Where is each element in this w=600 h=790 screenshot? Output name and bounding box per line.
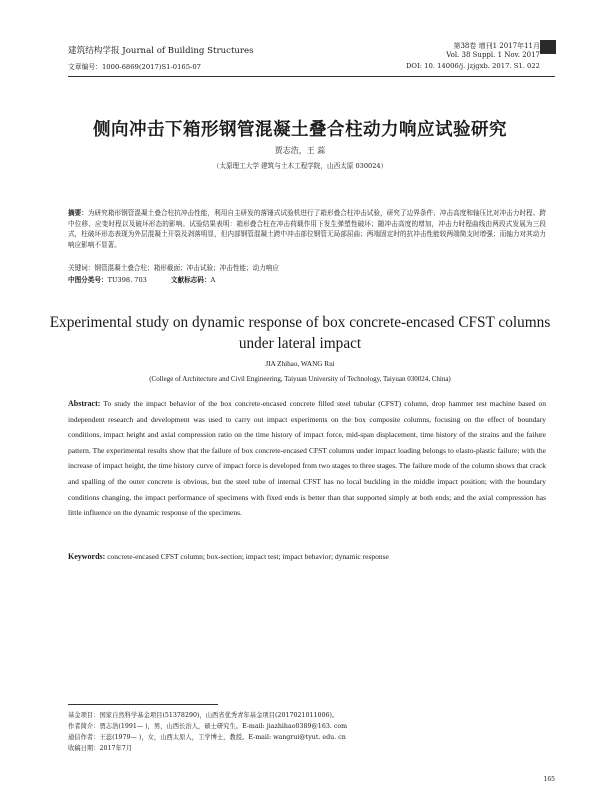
article-number: 文章编号：1000-6869(2017)S1-0165-07 (68, 63, 201, 71)
clc-value: TU398. 703 (107, 276, 147, 284)
chinese-abstract-label: 摘要： (68, 209, 88, 217)
page-number: 165 (543, 776, 555, 783)
english-abstract-label: Abstract: (68, 399, 101, 408)
volume-info-cn: 第38卷 增刊1 2017年11月 (453, 42, 540, 50)
english-title: Experimental study on dynamic response of box concrete-encased CFST columns under lateral impact (49, 314, 551, 352)
footnote-received: 收稿日期：2017年7月 (68, 745, 133, 752)
chinese-abstract-text: 为研究箱形钢管混凝土叠合柱抗冲击性能，利用自主研发的落锤式试验机进行了箱形叠合柱冲击试验，研究了边界条件、冲击高度和轴压比对冲击力时程、跨中位移、应变时程以及破坏形态的影响。试验结果表明：箱形叠合柱在冲击荷载作用下发生弹塑性破坏；随冲击高度的增加，冲击力时程曲线由两段式发展为三段式，柱破坏形态表现为外层混凝土开裂及剥落明显，但内部钢管混凝土跨中冲击部位钢管无局部屈曲；两端固定时的抗冲击性能较两端简支时增强；而轴力对其动力响应影响不显著。 (68, 209, 547, 249)
chinese-authors: 贾志浩，王 蕊 (274, 146, 326, 155)
english-keywords-label: Keywords: (68, 552, 106, 561)
footnotes (68, 710, 546, 754)
chinese-affiliation: （太原理工大学 建筑与土木工程学院，山西太原 030024） (212, 162, 388, 170)
english-abstract-text: To study the impact behavior of the box concrete-encased concrete filled steel tubular (CFST) column, drop hammer test machine based on independent research and development was used to carry out impact experiments on the box composite columns, focusing on the effect of boundary conditions, impact height and axial compression ratio on the time history of impact force, mid-span displacement, time history of the strains and the failure pattern. The experimental results show that the failure of box concrete-encased CFST columns under impact loading belongs to elasto-plastic failure; with the increase of impact height, the time history curve of impact force is developed from two stages to three stages. The failure mode of the column shows that crack and spalling of the outer concrete is obvious, but the steel tube of internal CFST has no local buckling in the middle impact position; with the boundary conditions changing, the impact performance of specimens with fixed ends is better than that supported simply at both ends; and the axial compression has little influence on the dynamic response of the specimens. (68, 399, 546, 518)
chinese-keywords: 关键词：钢管混凝土叠合柱；箱形截面；冲击试验；冲击性能；动力响应 (68, 264, 279, 272)
footnote-rule (68, 704, 218, 705)
doc-code-value: A (210, 276, 216, 284)
running-header-right (300, 42, 540, 70)
journal-name: 建筑结构学报 Journal of Building Structures (68, 46, 254, 56)
header-rule (68, 76, 555, 77)
doc-code-label: 文献标志码： (170, 276, 211, 284)
footnote-author: 作者简介：贾志浩(1991— )，男，山西长治人，硕士研究生。E-mail: jiazhihao0389@163. com (68, 723, 348, 730)
english-authors: JIA Zhihao, WANG Rui (265, 360, 335, 368)
journal-logo-mark (540, 40, 556, 54)
footnote-funding: 基金项目：国家自然科学基金项目(51378290)，山西省优秀青年基金项目(2017021011006)。 (68, 712, 339, 719)
clc-label: 中图分类号： (68, 276, 108, 284)
english-abstract (68, 396, 546, 521)
doi: DOI: 10. 14006/j. jzjgxb. 2017. S1. 022 (405, 62, 540, 70)
volume-info-en: Vol. 38 Suppl. 1 Nov. 2017 (446, 51, 540, 59)
english-affiliation: (College of Architecture and Civil Engineering, Taiyuan University of Technology, Taiyuan 030024, China) (149, 375, 451, 383)
classification-line (68, 274, 215, 284)
chinese-title: 侧向冲击下箱形钢管混凝土叠合柱动力响应试验研究 (93, 120, 507, 140)
chinese-abstract (68, 208, 546, 250)
running-header-left (68, 44, 328, 71)
english-keywords-text: concrete-encased CFST column; box-section; impact test; impact behavior; dynamic response (107, 552, 389, 561)
footnote-corresponding: 通信作者：王蕊(1979— )，女，山西太原人，工学博士，教授。E-mail: wangrui@tyut. edu. cn (68, 734, 346, 741)
english-keywords (68, 552, 546, 561)
